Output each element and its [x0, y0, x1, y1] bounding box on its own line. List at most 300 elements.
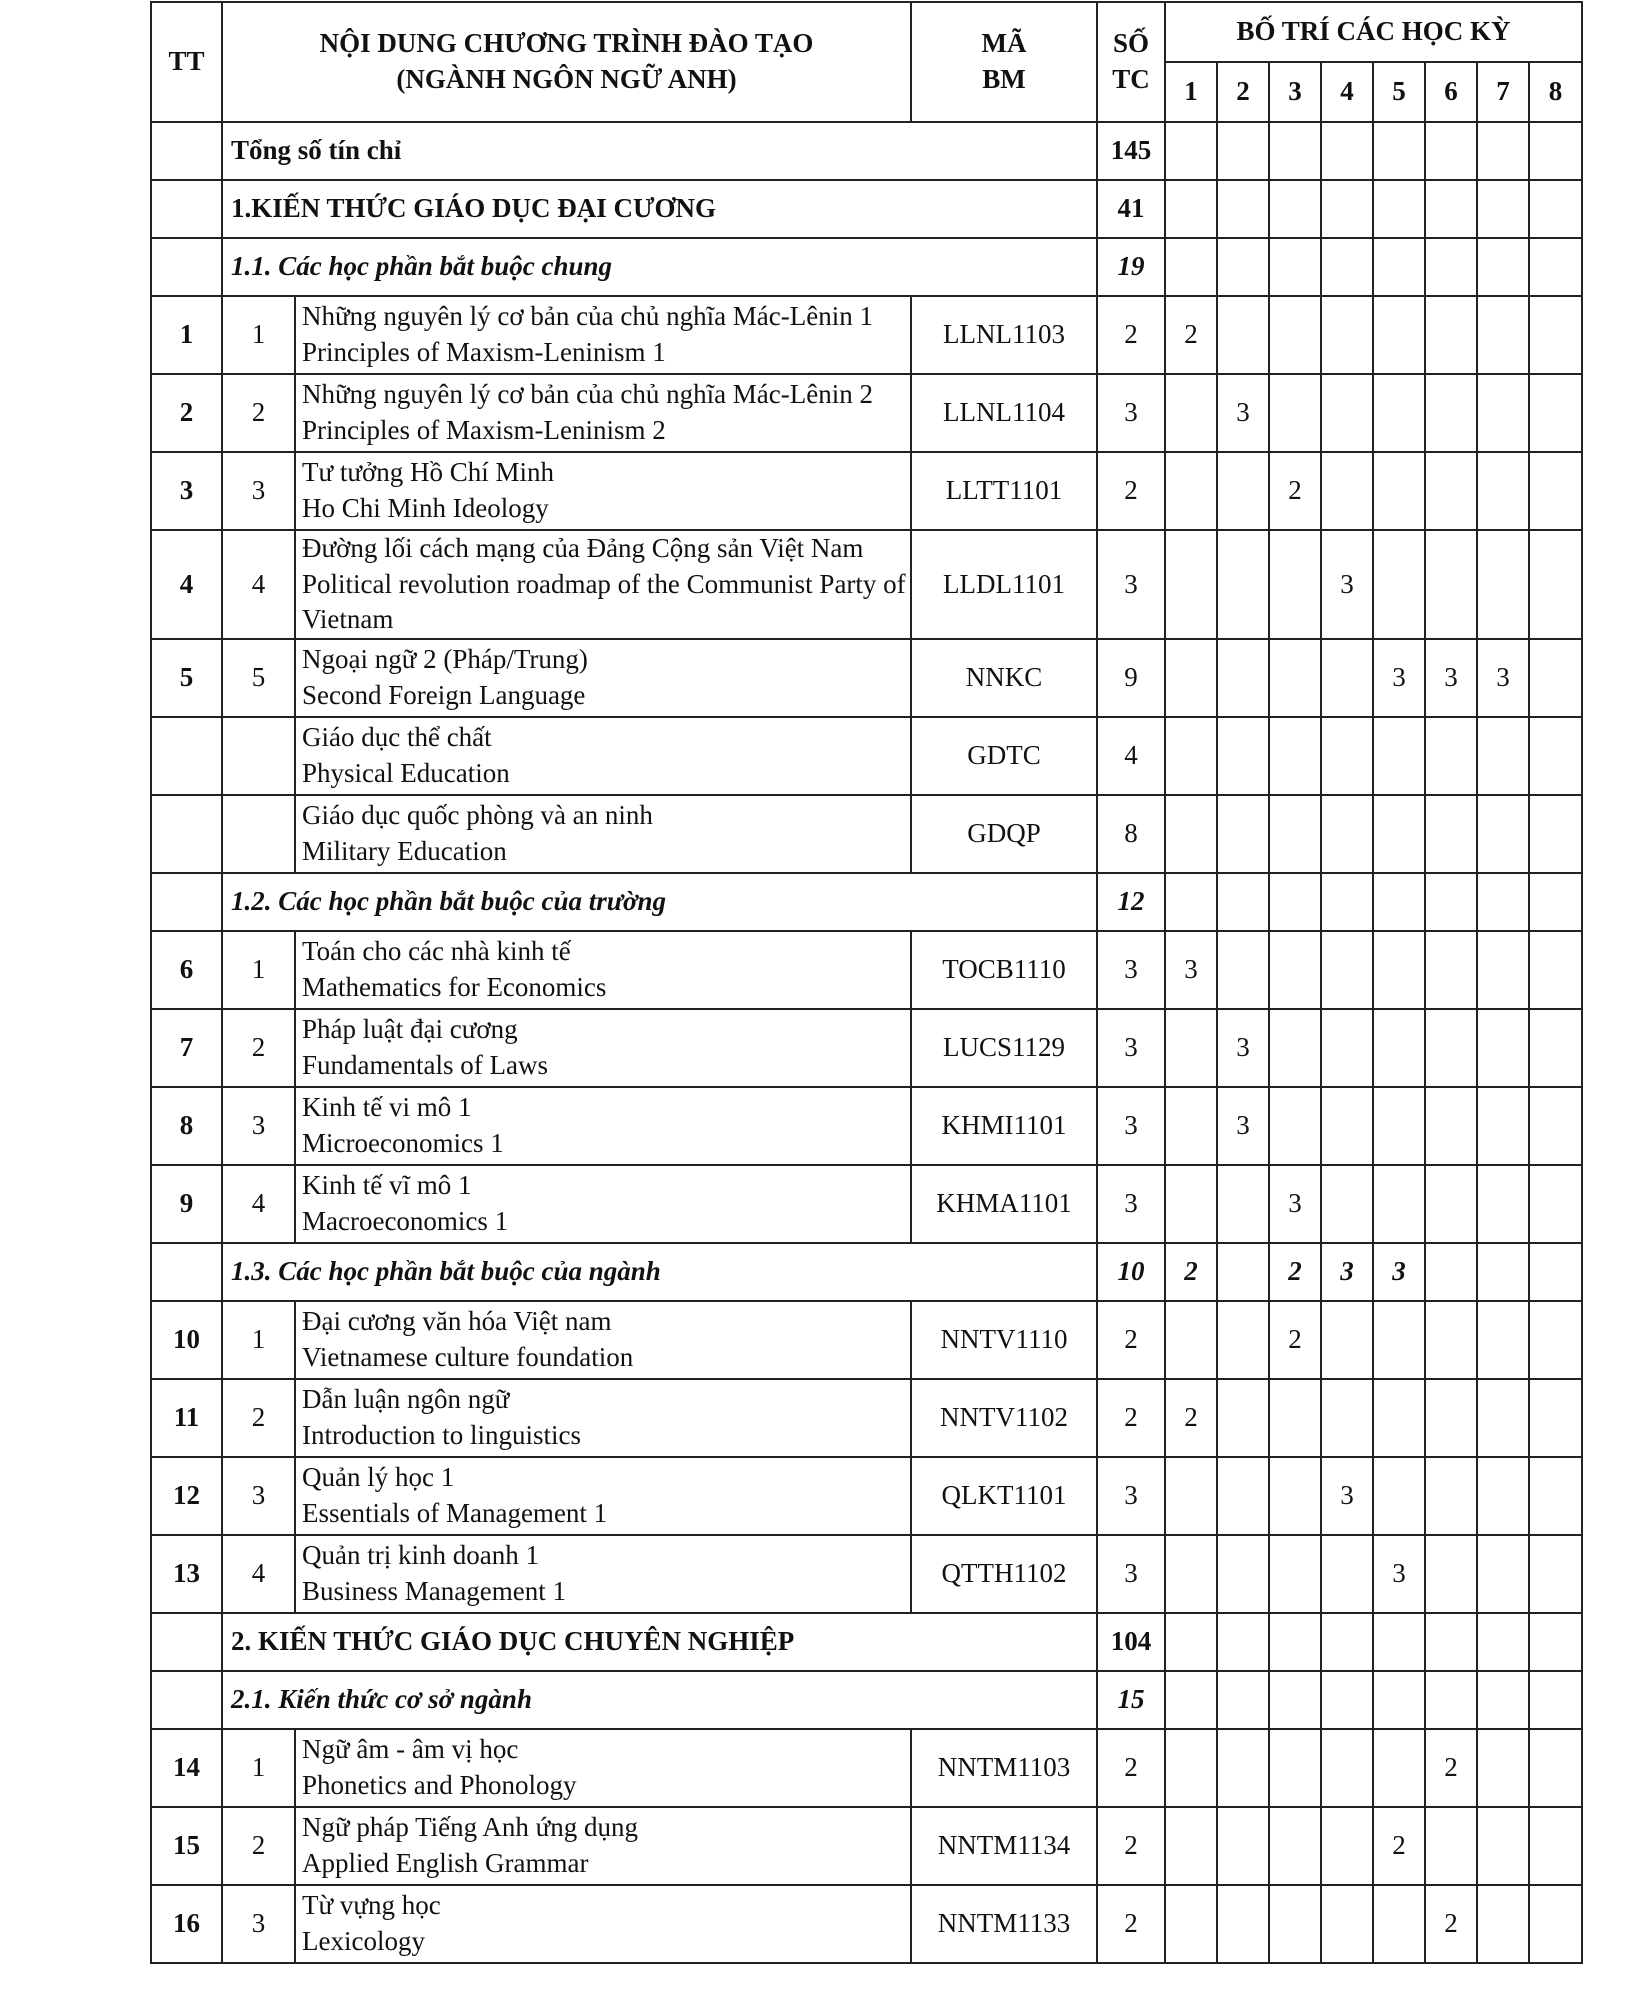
course-row [151, 1165, 1582, 1243]
section-credits: 104 [1097, 1613, 1165, 1671]
course-subindex: 4 [222, 530, 295, 639]
course-name-en: Microeconomics 1 [302, 1127, 504, 1158]
semester-cell [1477, 530, 1529, 639]
semester-cell [1321, 452, 1373, 530]
course-name-en: Physical Education [302, 757, 510, 788]
semester-cell [1529, 1009, 1582, 1087]
section-credits: 10 [1097, 1243, 1165, 1301]
semester-cell: 3 [1321, 1243, 1373, 1301]
semester-cell [1477, 1671, 1529, 1729]
semester-cell [1425, 1301, 1477, 1379]
course-name-vi: Ngoại ngữ 2 (Pháp/Trung) [302, 644, 588, 675]
semester-cell [1269, 931, 1321, 1009]
section-credits: 19 [1097, 238, 1165, 296]
semester-cell [1477, 717, 1529, 795]
course-name-vi: Toán cho các nhà kinh tế [302, 936, 571, 967]
section-title: 2. KIẾN THỨC GIÁO DỤC CHUYÊN NGHIỆP [222, 1613, 1097, 1671]
course-code: NNTM1134 [911, 1807, 1097, 1885]
course-name-en: Ho Chi Minh Ideology [302, 493, 549, 523]
semester-cell [1373, 717, 1425, 795]
semester-cell [1165, 1165, 1217, 1243]
semester-cell [1529, 452, 1582, 530]
course-index: 9 [151, 1165, 222, 1243]
semester-cell: 3 [1373, 1243, 1425, 1301]
semester-cell [1217, 452, 1269, 530]
semester-cell [1425, 717, 1477, 795]
course-index [151, 795, 222, 873]
course-name-en: Fundamentals of Laws [302, 1049, 548, 1080]
semester-cell [1321, 931, 1373, 1009]
semester-cell [1529, 1613, 1582, 1671]
semester-cell [1321, 1671, 1373, 1729]
section-credits: 41 [1097, 180, 1165, 238]
semester-cell [1373, 1379, 1425, 1457]
semester-cell [1373, 873, 1425, 931]
header-semester-2: 2 [1217, 62, 1269, 122]
course-code: QLKT1101 [911, 1457, 1097, 1535]
semester-cell [1373, 795, 1425, 873]
semester-cell [1425, 1379, 1477, 1457]
course-name-vi: Dẫn luận ngôn ngữ [302, 1384, 510, 1415]
course-index: 12 [151, 1457, 222, 1535]
course-index: 14 [151, 1729, 222, 1807]
semester-cell [1321, 1009, 1373, 1087]
course-row [151, 717, 1582, 795]
semester-cell [1425, 530, 1477, 639]
table-header [151, 2, 1582, 122]
section-title: 1.1. Các học phần bắt buộc chung [222, 238, 1097, 296]
header-credits [1097, 2, 1165, 122]
semester-cell [1529, 1243, 1582, 1301]
course-credits: 2 [1097, 1729, 1165, 1807]
course-row [151, 1087, 1582, 1165]
course-index: 7 [151, 1009, 222, 1087]
course-credits: 2 [1097, 1301, 1165, 1379]
header-semester-7: 7 [1477, 62, 1529, 122]
course-index: 15 [151, 1807, 222, 1885]
semester-cell [1269, 1087, 1321, 1165]
section-tt-cell [151, 180, 222, 238]
course-name [295, 530, 911, 639]
course-credits: 2 [1097, 1885, 1165, 1963]
semester-cell [1529, 1457, 1582, 1535]
semester-cell [1269, 1885, 1321, 1963]
semester-cell [1269, 374, 1321, 452]
course-code: KHMA1101 [911, 1165, 1097, 1243]
section-tt-cell [151, 1671, 222, 1729]
course-name-vi: Pháp luật đại cương [302, 1014, 518, 1045]
semester-cell [1269, 296, 1321, 374]
semester-cell [1477, 873, 1529, 931]
semester-cell [1477, 795, 1529, 873]
section-title: Tổng số tín chỉ [222, 122, 1097, 180]
semester-cell [1217, 238, 1269, 296]
semester-cell [1165, 180, 1217, 238]
course-credits: 2 [1097, 1807, 1165, 1885]
semester-cell [1373, 1671, 1425, 1729]
course-name-en: Mathematics for Economics [302, 971, 607, 1002]
course-credits: 2 [1097, 452, 1165, 530]
semester-cell [1373, 296, 1425, 374]
semester-cell [1425, 1009, 1477, 1087]
semester-cell [1321, 639, 1373, 717]
semester-cell [1477, 1087, 1529, 1165]
course-index: 5 [151, 639, 222, 717]
section-row [151, 238, 1582, 296]
semester-cell [1217, 530, 1269, 639]
semester-cell [1165, 1885, 1217, 1963]
semester-cell [1165, 1807, 1217, 1885]
course-name-vi: Ngữ pháp Tiếng Anh ứng dụng [302, 1812, 639, 1843]
semester-cell [1217, 1379, 1269, 1457]
course-subindex: 3 [222, 1087, 295, 1165]
course-subindex: 1 [222, 1301, 295, 1379]
semester-cell [1373, 530, 1425, 639]
course-code: LLDL1101 [911, 530, 1097, 639]
semester-cell: 2 [1269, 1243, 1321, 1301]
section-tt-cell [151, 238, 222, 296]
semester-cell [1269, 238, 1321, 296]
course-credits: 2 [1097, 296, 1165, 374]
semester-cell [1217, 1165, 1269, 1243]
course-name [295, 1301, 911, 1379]
course-row [151, 374, 1582, 452]
course-code: NNKC [911, 639, 1097, 717]
semester-cell [1217, 1729, 1269, 1807]
course-name [295, 374, 911, 452]
course-row [151, 1807, 1582, 1885]
course-index: 11 [151, 1379, 222, 1457]
semester-cell [1373, 1457, 1425, 1535]
header-content-line2: (NGÀNH NGÔN NGỮ ANH) [396, 64, 737, 94]
header-content [222, 2, 911, 122]
semester-cell [1425, 1457, 1477, 1535]
semester-cell [1477, 1535, 1529, 1613]
semester-cell [1529, 717, 1582, 795]
semester-cell: 2 [1165, 1243, 1217, 1301]
semester-cell: 2 [1165, 1379, 1217, 1457]
semester-cell [1477, 931, 1529, 1009]
semester-cell [1269, 1729, 1321, 1807]
semester-cell [1321, 873, 1373, 931]
course-name-vi: Kinh tế vi mô 1 [302, 1092, 472, 1123]
header-semesters-title: BỐ TRÍ CÁC HỌC KỲ [1165, 2, 1582, 62]
course-credits: 3 [1097, 530, 1165, 639]
course-row [151, 639, 1582, 717]
semester-cell [1165, 1301, 1217, 1379]
course-name-vi: Kinh tế vĩ mô 1 [302, 1170, 472, 1201]
semester-cell [1477, 1009, 1529, 1087]
semester-cell [1321, 238, 1373, 296]
course-row [151, 795, 1582, 873]
course-row [151, 452, 1582, 530]
semester-cell [1269, 1671, 1321, 1729]
semester-cell [1165, 122, 1217, 180]
course-row [151, 530, 1582, 639]
course-name [295, 1885, 911, 1963]
course-name-en: Second Foreign Language [302, 679, 586, 710]
course-name-vi: Giáo dục quốc phòng và an ninh [302, 800, 653, 831]
semester-cell: 2 [1425, 1885, 1477, 1963]
semester-cell [1165, 639, 1217, 717]
course-name-vi: Quản lý học 1 [302, 1462, 455, 1493]
semester-cell [1477, 374, 1529, 452]
course-name [295, 1379, 911, 1457]
header-code-line1: MÃ [981, 28, 1027, 59]
semester-cell [1217, 180, 1269, 238]
semester-cell [1165, 374, 1217, 452]
course-name [295, 1009, 911, 1087]
semester-cell [1425, 452, 1477, 530]
course-subindex: 4 [222, 1535, 295, 1613]
semester-cell [1477, 1885, 1529, 1963]
course-row [151, 1885, 1582, 1963]
semester-cell [1269, 122, 1321, 180]
semester-cell: 3 [1165, 931, 1217, 1009]
semester-cell [1165, 1457, 1217, 1535]
semester-cell [1269, 1009, 1321, 1087]
semester-cell [1477, 1243, 1529, 1301]
course-row [151, 1535, 1582, 1613]
semester-cell: 3 [1269, 1165, 1321, 1243]
semester-cell [1529, 238, 1582, 296]
semester-cell [1269, 1379, 1321, 1457]
section-title: 2.1. Kiến thức cơ sở ngành [222, 1671, 1097, 1729]
course-name-en: Lexicology [302, 1925, 425, 1956]
semester-cell [1373, 1165, 1425, 1243]
semester-cell [1165, 717, 1217, 795]
course-subindex: 2 [222, 1807, 295, 1885]
course-code: LLNL1104 [911, 374, 1097, 452]
semester-cell [1373, 931, 1425, 1009]
semester-cell [1321, 1885, 1373, 1963]
semester-cell [1529, 374, 1582, 452]
course-code: GDTC [911, 717, 1097, 795]
semester-cell [1165, 452, 1217, 530]
semester-cell [1529, 296, 1582, 374]
semester-cell [1529, 873, 1582, 931]
semester-cell [1269, 795, 1321, 873]
section-credits: 15 [1097, 1671, 1165, 1729]
semester-cell [1529, 931, 1582, 1009]
course-code: LLTT1101 [911, 452, 1097, 530]
semester-cell [1269, 1457, 1321, 1535]
section-tt-cell [151, 873, 222, 931]
semester-cell [1165, 1613, 1217, 1671]
section-tt-cell [151, 1613, 222, 1671]
semester-cell [1529, 530, 1582, 639]
semester-cell [1321, 296, 1373, 374]
semester-cell [1269, 639, 1321, 717]
semester-cell: 2 [1269, 1301, 1321, 1379]
course-name-vi: Những nguyên lý cơ bản của chủ nghĩa Mác-Lênin 1 [302, 301, 873, 332]
course-index: 13 [151, 1535, 222, 1613]
semester-cell [1477, 180, 1529, 238]
header-semester-4: 4 [1321, 62, 1373, 122]
course-index: 1 [151, 296, 222, 374]
semester-cell: 3 [1373, 639, 1425, 717]
semester-cell [1269, 1613, 1321, 1671]
course-subindex: 4 [222, 1165, 295, 1243]
course-name [295, 1087, 911, 1165]
course-subindex: 1 [222, 296, 295, 374]
section-title: 1.2. Các học phần bắt buộc của trường [222, 873, 1097, 931]
semester-cell [1425, 122, 1477, 180]
course-name-en: Principles of Maxism-Leninism 2 [302, 415, 666, 445]
semester-cell [1425, 1243, 1477, 1301]
semester-cell [1321, 1165, 1373, 1243]
course-name [295, 1457, 911, 1535]
course-credits: 3 [1097, 1165, 1165, 1243]
course-subindex: 2 [222, 1379, 295, 1457]
semester-cell [1165, 1009, 1217, 1087]
course-row [151, 1729, 1582, 1807]
semester-cell [1269, 1807, 1321, 1885]
semester-cell [1373, 1885, 1425, 1963]
semester-cell [1373, 452, 1425, 530]
semester-cell [1373, 122, 1425, 180]
semester-cell [1217, 122, 1269, 180]
section-row [151, 180, 1582, 238]
semester-cell [1373, 1087, 1425, 1165]
course-name-en: Applied English Grammar [302, 1847, 589, 1878]
course-subindex [222, 795, 295, 873]
section-credits: 145 [1097, 122, 1165, 180]
section-title: 1.3. Các học phần bắt buộc của ngành [222, 1243, 1097, 1301]
section-row [151, 122, 1582, 180]
semester-cell [1217, 795, 1269, 873]
course-name-en: Phonetics and Phonology [302, 1769, 577, 1800]
semester-cell [1425, 931, 1477, 1009]
course-name [295, 795, 911, 873]
semester-cell [1373, 238, 1425, 296]
header-content-line1: NỘI DUNG CHƯƠNG TRÌNH ĐÀO TẠO [319, 28, 814, 59]
course-name [295, 296, 911, 374]
course-name-en: Principles of Maxism-Leninism 1 [302, 337, 666, 367]
course-name-en: Business Management 1 [302, 1575, 566, 1606]
course-name-en: Political revolution roadmap of the Communist Party of Vietnam [302, 568, 906, 635]
course-code: LLNL1103 [911, 296, 1097, 374]
header-semester-8: 8 [1529, 62, 1582, 122]
semester-cell: 3 [1217, 1087, 1269, 1165]
header-semester-6: 6 [1425, 62, 1477, 122]
semester-cell [1529, 1729, 1582, 1807]
semester-cell [1165, 1535, 1217, 1613]
header-semester-3: 3 [1269, 62, 1321, 122]
course-subindex: 3 [222, 1457, 295, 1535]
semester-cell [1529, 1807, 1582, 1885]
semester-cell [1477, 1613, 1529, 1671]
course-code: LUCS1129 [911, 1009, 1097, 1087]
semester-cell [1373, 1301, 1425, 1379]
semester-cell [1217, 873, 1269, 931]
course-name [295, 931, 911, 1009]
course-index: 8 [151, 1087, 222, 1165]
course-name-en: Vietnamese culture foundation [302, 1341, 634, 1372]
semester-cell [1425, 238, 1477, 296]
course-row [151, 1379, 1582, 1457]
course-code: GDQP [911, 795, 1097, 873]
semester-cell [1373, 1729, 1425, 1807]
course-credits: 3 [1097, 931, 1165, 1009]
course-index: 3 [151, 452, 222, 530]
semester-cell [1269, 873, 1321, 931]
semester-cell: 3 [1477, 639, 1529, 717]
course-name [295, 639, 911, 717]
section-credits: 12 [1097, 873, 1165, 931]
course-name [295, 717, 911, 795]
semester-cell [1373, 180, 1425, 238]
course-code: TOCB1110 [911, 931, 1097, 1009]
section-title: 1.KIẾN THỨC GIÁO DỤC ĐẠI CƯƠNG [222, 180, 1097, 238]
semester-cell [1477, 1301, 1529, 1379]
semester-cell [1269, 717, 1321, 795]
semester-cell [1321, 1301, 1373, 1379]
semester-cell [1165, 1671, 1217, 1729]
semester-cell [1477, 1457, 1529, 1535]
semester-cell [1217, 1535, 1269, 1613]
course-credits: 2 [1097, 1379, 1165, 1457]
semester-cell [1425, 873, 1477, 931]
section-row [151, 1613, 1582, 1671]
semester-cell [1529, 795, 1582, 873]
semester-cell [1321, 1087, 1373, 1165]
curriculum-table [150, 1, 1583, 1964]
course-code: NNTV1102 [911, 1379, 1097, 1457]
course-name-vi: Quản trị kinh doanh 1 [302, 1540, 539, 1571]
semester-cell [1477, 122, 1529, 180]
semester-cell [1425, 1087, 1477, 1165]
semester-cell [1165, 238, 1217, 296]
semester-cell [1477, 1729, 1529, 1807]
course-name-vi: Giáo dục thể chất [302, 722, 492, 753]
course-name-en: Introduction to linguistics [302, 1419, 581, 1450]
course-code: NNTM1133 [911, 1885, 1097, 1963]
section-row [151, 1243, 1582, 1301]
section-row [151, 1671, 1582, 1729]
course-credits: 4 [1097, 717, 1165, 795]
semester-cell [1477, 296, 1529, 374]
course-name [295, 1535, 911, 1613]
course-name-en: Macroeconomics 1 [302, 1205, 509, 1236]
course-subindex: 5 [222, 639, 295, 717]
semester-cell [1425, 1613, 1477, 1671]
course-credits: 3 [1097, 1457, 1165, 1535]
course-name-en: Essentials of Management 1 [302, 1497, 608, 1528]
semester-cell [1477, 1379, 1529, 1457]
semester-cell [1217, 1301, 1269, 1379]
semester-cell: 3 [1217, 1009, 1269, 1087]
semester-cell [1217, 296, 1269, 374]
semester-cell: 3 [1425, 639, 1477, 717]
course-row [151, 931, 1582, 1009]
course-index: 16 [151, 1885, 222, 1963]
semester-cell: 3 [1321, 530, 1373, 639]
semester-cell [1217, 931, 1269, 1009]
course-subindex: 2 [222, 1009, 295, 1087]
header-credits-line2: TC [1112, 64, 1150, 94]
semester-cell [1217, 1885, 1269, 1963]
course-subindex [222, 717, 295, 795]
course-index: 10 [151, 1301, 222, 1379]
course-credits: 3 [1097, 1535, 1165, 1613]
semester-cell [1217, 1671, 1269, 1729]
semester-cell [1321, 1535, 1373, 1613]
course-code: NNTM1103 [911, 1729, 1097, 1807]
course-subindex: 1 [222, 1729, 295, 1807]
course-code: NNTV1110 [911, 1301, 1097, 1379]
course-code: KHMI1101 [911, 1087, 1097, 1165]
